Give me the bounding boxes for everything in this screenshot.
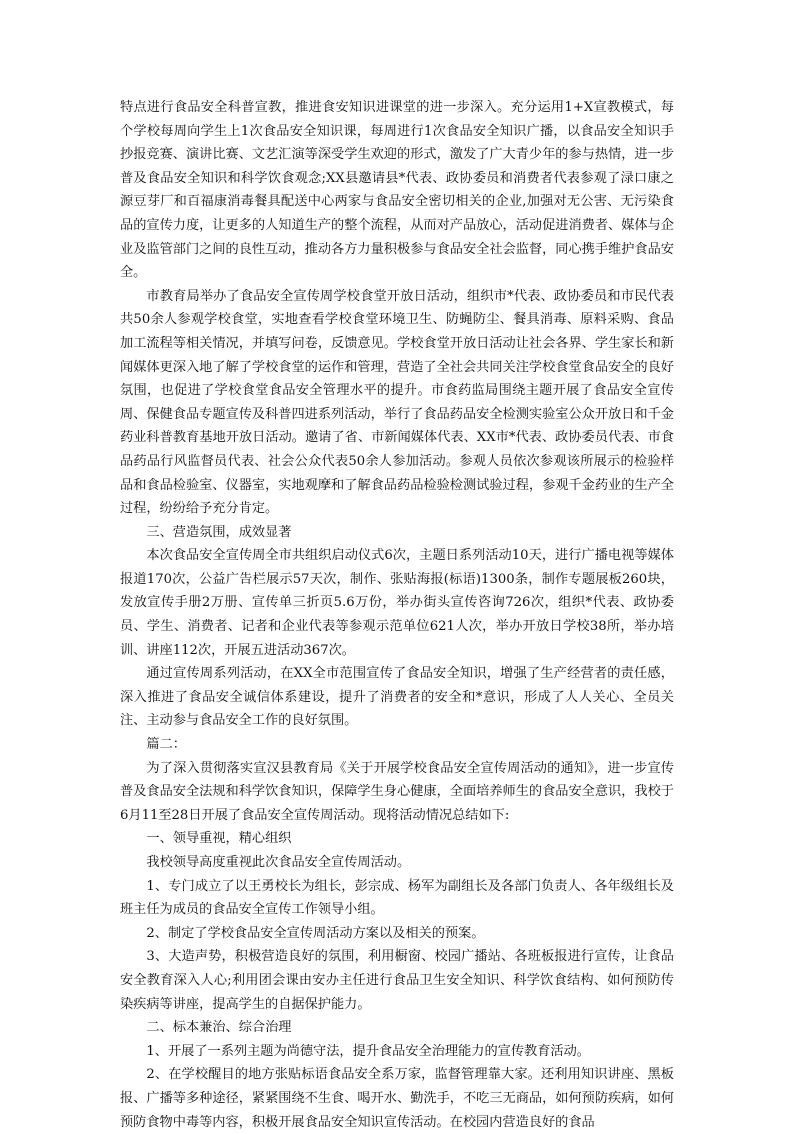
paragraph-1: 特点进行食品安全科普宣教，推进食安知识进课堂的进一步深入。充分运用1+X宣教模式，每个学校每周向学生上1次食品安全知识课，每周进行1次食品安全知识广播，以食品安全知识手抄报竞赛、演讲比赛、文艺汇演等深受学生欢迎的形式，激发了广大青少年的参与热情，进一步普及食品安全知识和科学饮食观念;XX县邀请县*代表、政协委员和消费者代表参观了渌口康之源豆芽厂和百福康消毒餐具配送中心两家与食品安全密切相关的企业,加强对无公害、无污染食品的宣传力度，让更多的人知道生产的整个流程，从而对产品放心，活动促进消费者、媒体与企业及监管部门之间的良性互动，推动各方力量积极参与食品安全社会监督，同心携手维护食品安全。 xyxy=(120,100,674,281)
list-item-2: 2、制定了学校食品安全宣传周活动方案以及相关的预案。 xyxy=(146,925,485,941)
paragraph-9: 我校领导高度重视此次食品安全宣传周活动。 xyxy=(146,855,411,870)
part-two-heading: 篇二： xyxy=(146,737,186,753)
list-item-5: 2、在学校醒目的地方张贴标语食品安全系万家，监督管理靠大家。还利用知识讲座、黑板报、广播等多种途径，紧紧围绕不生食、喝开水、勤洗手，不吃三无商品，如何预防疾病，如何预防食物中毒等内容，积极开展食品安全知识宣传活动。在校园内营造良好的食品 xyxy=(120,1067,674,1130)
section-heading-3: 三、营造氛围，成效显著 xyxy=(146,524,292,540)
list-item-4: 1、开展了一系列主题为尚德守法，提升食品安全治理能力的宣传教育活动。 xyxy=(146,1043,590,1059)
paragraph-2: 市教育局举办了食品安全宣传周学校食堂开放日活动，组织市*代表、政协委员和市民代表共50余人参观学校食堂，实地查看学校食堂环境卫生、防蝇防尘、餐具消毒、原料采购、食品加工流程等相关情况，并填写问卷，反馈意见。学校食堂开放日活动让社会各界、学生家长和新闻媒体更深入地了解了学校食堂的运作和管理，营造了全社会共同关注学校食堂食品安全的良好氛围，也促进了学校食堂食品安全管理水平的提升。市食药监局围绕主题开展了食品安全宣传周、保健食品专题宣传及科普四进系列活动，举行了食品药品安全检测实验室公众开放日和千金药业科普教育基地开放日活动。邀请了省、市新闻媒体代表、XX市*代表、政协委员代表、市食品药品行风监督员代表、社会公众代表50余人参加活动。参观人员依次参观该所展示的检验样品和食品检验室、仪器室，实地观摩和了解食品药品检验检测试验过程，参观千金药业的生产全过程，纷纷给予充分肯定。 xyxy=(120,288,674,517)
section-heading-1: 一、领导重视，精心组织 xyxy=(146,831,292,847)
list-item-1: 1、专门成立了以王勇校长为组长，彭宗成、杨军为副组长及各部门负责人、各年级组长及班主任为成员的食品安全宣传工作领导小组。 xyxy=(120,878,674,918)
section-heading-2: 二、标本兼治、综合治理 xyxy=(146,1020,292,1036)
list-item-3: 3、大造声势，积极营造良好的氛围，利用橱窗、校园广播站、各班板报进行宣传，让食品安全教育深入人心;利用团会课由安办主任进行食品卫生安全知识、科学饮食结构、如何预防传染疾病等讲座，提高学生的自据保护能力。 xyxy=(120,949,674,1012)
document-body xyxy=(120,96,674,1134)
paragraph-4: 本次食品安全宣传周全市共组织启动仪式6次，主题日系列活动10天，进行广播电视等媒体报道170次，公益广告栏展示57天次，制作、张贴海报(标语)1300条，制作专题展板260块，发放宣传手册2万册、宣传单三折页5.6万份，举办街头宣传咨询726次，组织*代表、政协委员、学生、消费者、记者和企业代表等参观示范单位621人次，举办开放日学校38所，举办培训、讲座112次，开展五进活动367次。 xyxy=(120,548,674,658)
paragraph-5: 通过宣传周系列活动，在XX全市范围宣传了食品安全知识，增强了生产经营者的责任感，深入推进了食品安全诚信体系建设，提升了消费者的安全和*意识，形成了人人关心、全员关注、主动参与食品安全工作的良好氛围。 xyxy=(120,666,674,729)
paragraph-7: 为了深入贯彻落实宣汉县教育局《关于开展学校食品安全宣传周活动的通知》，进一步宣传普及食品安全法规和科学饮食知识，保障学生身心健康，全面培养师生的食品安全意识，我校于6月11至28日开展了食品安全宣传周活动。现将活动情况总结如下: xyxy=(120,760,674,823)
